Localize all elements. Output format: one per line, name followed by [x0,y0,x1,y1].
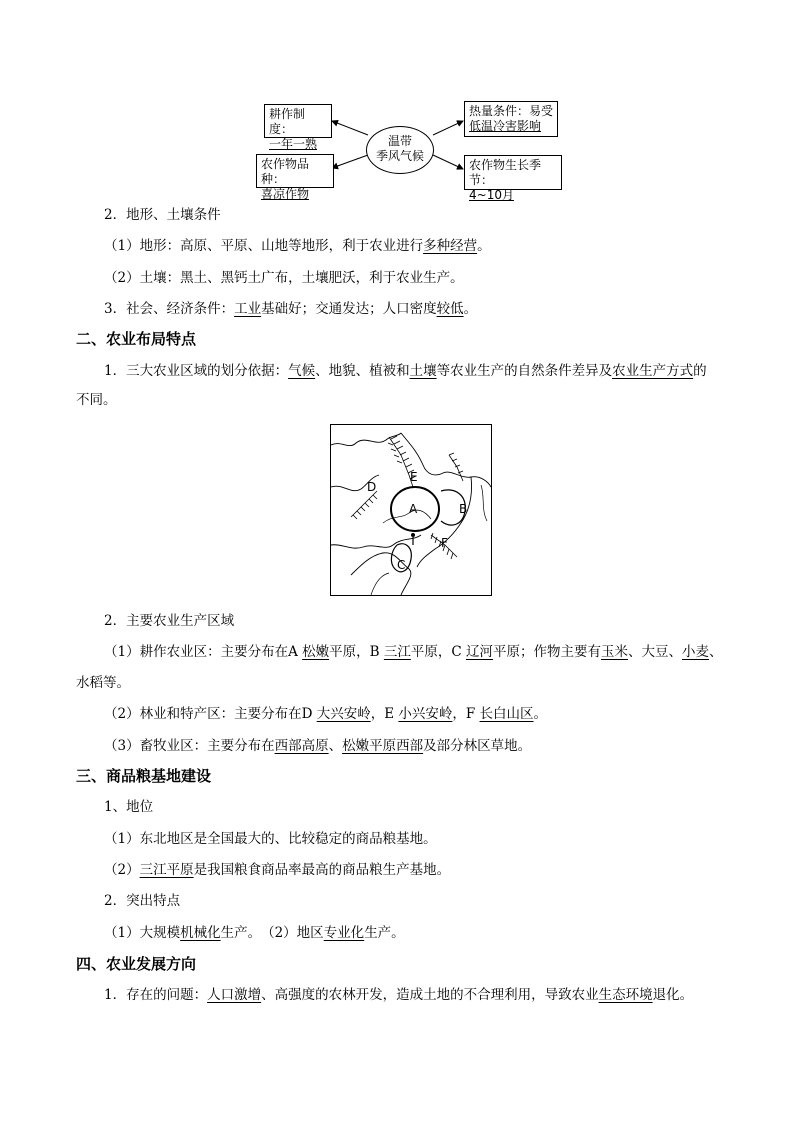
section-title-grain-base: 三、商品粮基地建设 [76,767,212,785]
box-text-2: 低温冷害影响 [469,119,542,133]
text-line-status-2 [104,860,450,880]
answer-underline: 松嫩平原西部 [342,738,424,754]
answer-underline: 玉米 [600,644,628,660]
span: 1．三大农业区域的划分依据： [104,363,289,379]
answer-underline: 三江 [383,644,411,660]
span: ，E [370,706,399,722]
span: 平原，B [329,644,384,660]
map-label-a: A [409,502,418,516]
span: 退化。 [652,987,694,1003]
span: 及部分林区草地。 [423,738,532,754]
text-line-status: 1、地位 [104,799,154,815]
answer-underline: 小麦 [681,644,709,660]
text-line-problems [104,985,693,1005]
span: 平原；作物主要有 [492,644,601,660]
answer-underline: 气候 [288,363,316,379]
map-label-f: F [441,536,448,550]
northeast-map [330,424,492,596]
text-line-farming-region [104,642,722,662]
answer-underline: 工业 [234,301,262,317]
diagram-box-season [464,155,562,202]
span: （3）畜牧业区：主要分布在 [104,738,275,754]
text-line-division-basis [104,361,707,381]
diagram-box-heat [464,101,558,137]
text-line-forestry-region [104,704,547,724]
box-text-1: 农作物品种： [261,157,310,186]
answer-underline: 多种经营 [423,238,478,254]
text-line-main-regions: 2．主要农业生产区域 [104,613,235,629]
diagram-center-climate [366,126,434,174]
span: 。 [477,238,491,254]
text-line-terrain [104,236,491,256]
span: 。 [463,301,478,317]
span: 、大豆、 [627,644,682,660]
text-line-social-economic [104,299,477,319]
answer-underline: 较低 [436,301,464,317]
span: 等农业生产的自然条件差异及 [436,363,613,379]
text-line-features: 2．突出特点 [104,893,181,909]
text-line-features-detail [104,923,405,943]
center-text-1: 温带 [387,134,412,148]
map-label-c: C [397,558,406,572]
span: （2）林业和特产区：主要分布在D [104,706,317,722]
span: 、 [708,644,723,660]
section-title-layout: 二、农业布局特点 [76,330,197,348]
span: 。 [533,706,548,722]
text-line-division-basis-cont: 不同。 [76,392,117,408]
map-svg [331,425,491,595]
answer-underline: 农业生产方式 [612,363,694,379]
box-text-2: 喜凉作物 [261,187,310,201]
map-label-b: B [459,502,468,516]
answer-underline: 大兴安岭 [316,706,371,722]
answer-underline: 专业化 [323,925,365,941]
answer-underline: 小兴安岭 [398,706,453,722]
span: （2） [104,862,140,878]
span: 基础好；交通发达；人口密度 [261,301,437,317]
span: 3．社会、经济条件： [104,301,235,317]
answer-underline: 生态环境 [598,987,653,1003]
diagram-box-farming-system [264,104,332,151]
answer-underline: 松嫩 [302,644,330,660]
span: 、高强度的农林开发，造成土地的不合理利用，导致农业 [261,987,599,1003]
text-line-status-1: （1）东北地区是全国最大的、比较稳定的商品粮基地。 [104,831,437,847]
span: 、 [328,738,343,754]
box-text-1: 农作物生长季节： [469,158,542,187]
span: 1．存在的问题： [104,987,208,1003]
span: （1）耕作农业区：主要分布在A [104,644,303,660]
answer-underline: 三江平原 [139,862,194,878]
span: 的 [693,363,707,379]
answer-underline: 机械化 [180,925,221,941]
box-text-2: 一年一熟 [269,137,318,151]
answer-underline: 长白山区 [479,706,534,722]
span: ，F [452,706,480,722]
map-label-d: D [367,480,377,494]
answer-underline: 土壤 [409,363,437,379]
answer-underline: 西部高原 [274,738,329,754]
box-text-1: 耕作制度： [269,107,306,136]
box-text-2: 4~10月 [469,188,514,202]
text-line-pastoral-region [104,736,531,756]
span: 、地貌、植被和 [315,363,410,379]
span: （1）大规模 [104,925,181,941]
span: 平原，C [410,644,466,660]
text-line-terrain-soil: 2．地形、土壤条件 [104,207,221,223]
map-label-e: E [410,470,418,484]
span: 生产。 （2）地区 [220,925,324,941]
span: 是我国粮食商品率最高的商品粮生产基地。 [193,862,451,878]
answer-underline: 人口激增 [207,987,262,1003]
center-text-2: 季风气候 [375,149,424,163]
text-line-farming-region-cont: 水稻等。 [76,675,130,691]
box-text-1: 热量条件：易受 [469,104,554,118]
section-title-development: 四、农业发展方向 [76,955,197,973]
answer-underline: 辽河 [465,644,493,660]
span: （1）地形：高原、平原、山地等地形，利于农业进行 [104,238,424,254]
text-line-soil: （2）土壤：黑土、黑钙土广布，土壤肥沃，利于农业生产。 [104,270,464,286]
diagram-box-crop-type [256,154,334,201]
span: 生产。 [364,925,405,941]
